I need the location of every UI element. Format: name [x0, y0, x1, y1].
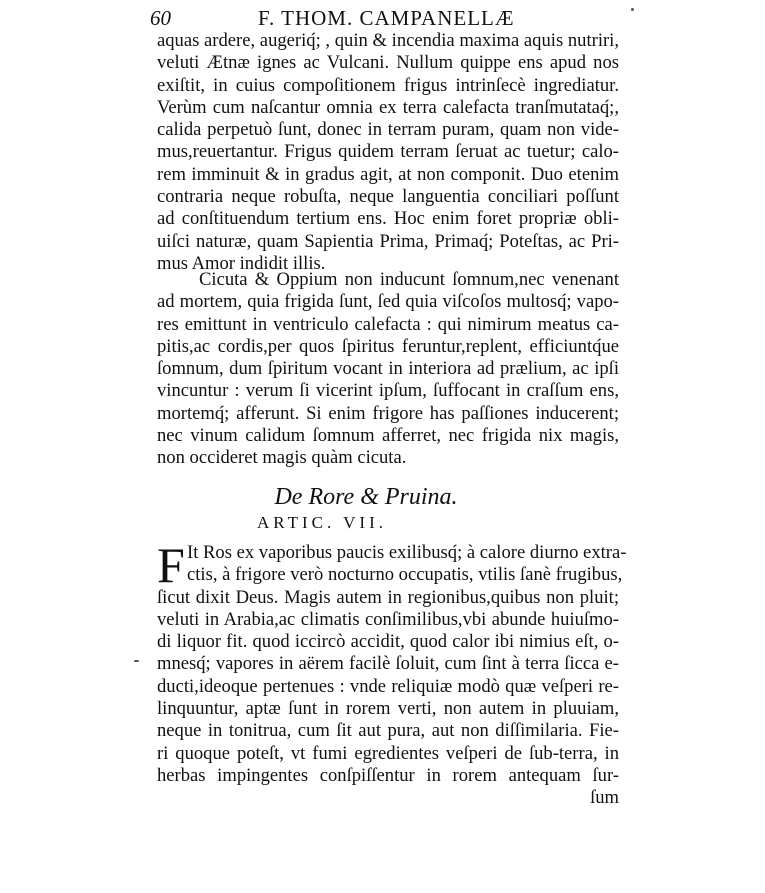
text-line: veluti Ætnæ ignes ac Vulcani. Nullum quippe ens apud nos: [157, 52, 619, 74]
text-line: mnesq́; vapores in aërem facilè ſoluit, cum ſint à terra ſicca e-: [157, 653, 619, 675]
catchword: ſum: [590, 787, 619, 809]
ink-speck: [631, 8, 634, 11]
text-line: neque in tonitrua, cum ſit aut pura, aut non diſſimilaria. Fie-: [157, 720, 619, 742]
article-heading: ARTIC. VII.: [256, 513, 388, 532]
text-line: Cicuta & Oppium non inducunt ſomnum,nec venenant: [199, 269, 619, 290]
running-title: F. THOM. CAMPANELLÆ: [258, 6, 515, 30]
text-line: mus,reuertantur. Frigus quidem terram ſeruat ac tuetur; calo-: [157, 141, 619, 163]
running-head: [150, 4, 630, 32]
text-line: uiſci naturæ, quam Sapientia Prima, Primaq́; Poteſtas, ac Pri-: [157, 230, 619, 252]
text-line: mus Amor indidit illis.: [157, 252, 326, 274]
text-line: linquuntur, aptæ ſunt in rorem verti, non autem in pluuiam,: [157, 698, 619, 720]
text-line: rem imminuit & in gradus agit, at non componit. Duo etenim: [157, 163, 619, 185]
text-line: calida perpetuò ſunt, donec in terram puram, quam non vide-: [157, 119, 619, 141]
text-line: ad mortem, quia frigida ſunt, ſed quia viſcoſos multosq́; vapo-: [157, 291, 619, 313]
paragraph-2: [157, 269, 619, 470]
text-line: Verùm cum naſcantur omnia ex terra calefacta tranſmutataq́;,: [157, 96, 619, 118]
text-line: res emittunt in ventriculo calefacta : qui nimirum meatus ca-: [157, 313, 619, 335]
ink-speck: [134, 660, 139, 662]
text-line: exiſtit, in cuius compoſitionem frigus intrinſecè ingrediatur.: [157, 74, 619, 96]
text-line: ctis, à frigore verò nocturno occupatis, vtilis ſanè frugibus,: [187, 564, 623, 586]
page-number: 60: [150, 6, 171, 30]
text-line: nec vinum calidum ſomnum afferret, nec frigida nix magis,: [157, 425, 619, 447]
text-line: ſomnum, dum ſpiritum vocant in interiora ad prælium, ac ipſi: [157, 358, 619, 380]
text-line: aquas ardere, augeriq́; , quin & incendia maxima aquis nutriri,: [157, 30, 619, 51]
text-line: It Ros ex vaporibus paucis exilibusq́; à calore diurno extra-: [187, 542, 627, 563]
text-line: veluti in Arabia,ac climatis conſimilibus,vbi abunde huiuſmo-: [157, 608, 619, 630]
text-line: mortemq́; afferunt. Si enim frigore has paſſiones inducerent;: [157, 402, 619, 424]
text-line: ducti,ideoque pertenues : vnde reliquiæ modò quæ veſperi re-: [157, 675, 619, 697]
text-line: ad conſtituendum tertium ens. Hoc enim foret propriæ obli-: [157, 208, 619, 230]
paragraph-1: [157, 30, 619, 275]
text-line: ſicut dixit Deus. Magis autem in regionibus,quibus non pluit;: [157, 586, 619, 608]
text-line: contraria neque robuſta, neque languentia conciliari poſſunt: [157, 186, 619, 208]
text-line: herbas impingentes conſpiſſentur in rorem antequam ſur-: [157, 764, 619, 786]
text-line: pitis,ac cordis,per quos ſpiritus feruntur,replent, efficiuntq́ue: [157, 335, 619, 357]
text-line: di liquor fit. quod iccircò accidit, quod calor ibi nimius eſt, o-: [157, 631, 619, 653]
section-title: De Rore & Pruina.: [274, 484, 458, 510]
drop-cap: F: [157, 537, 185, 593]
paragraph-3: [157, 537, 627, 810]
text-line: non occideret magis quàm cicuta.: [157, 447, 407, 469]
text-line: vincuntur : verum ſi vicerint ipſum, ſuffocant in craſſum ens,: [157, 380, 619, 402]
text-line: ri quoque poteſt, vt fumi egredientes veſperi de ſub-terra, in: [157, 742, 619, 764]
